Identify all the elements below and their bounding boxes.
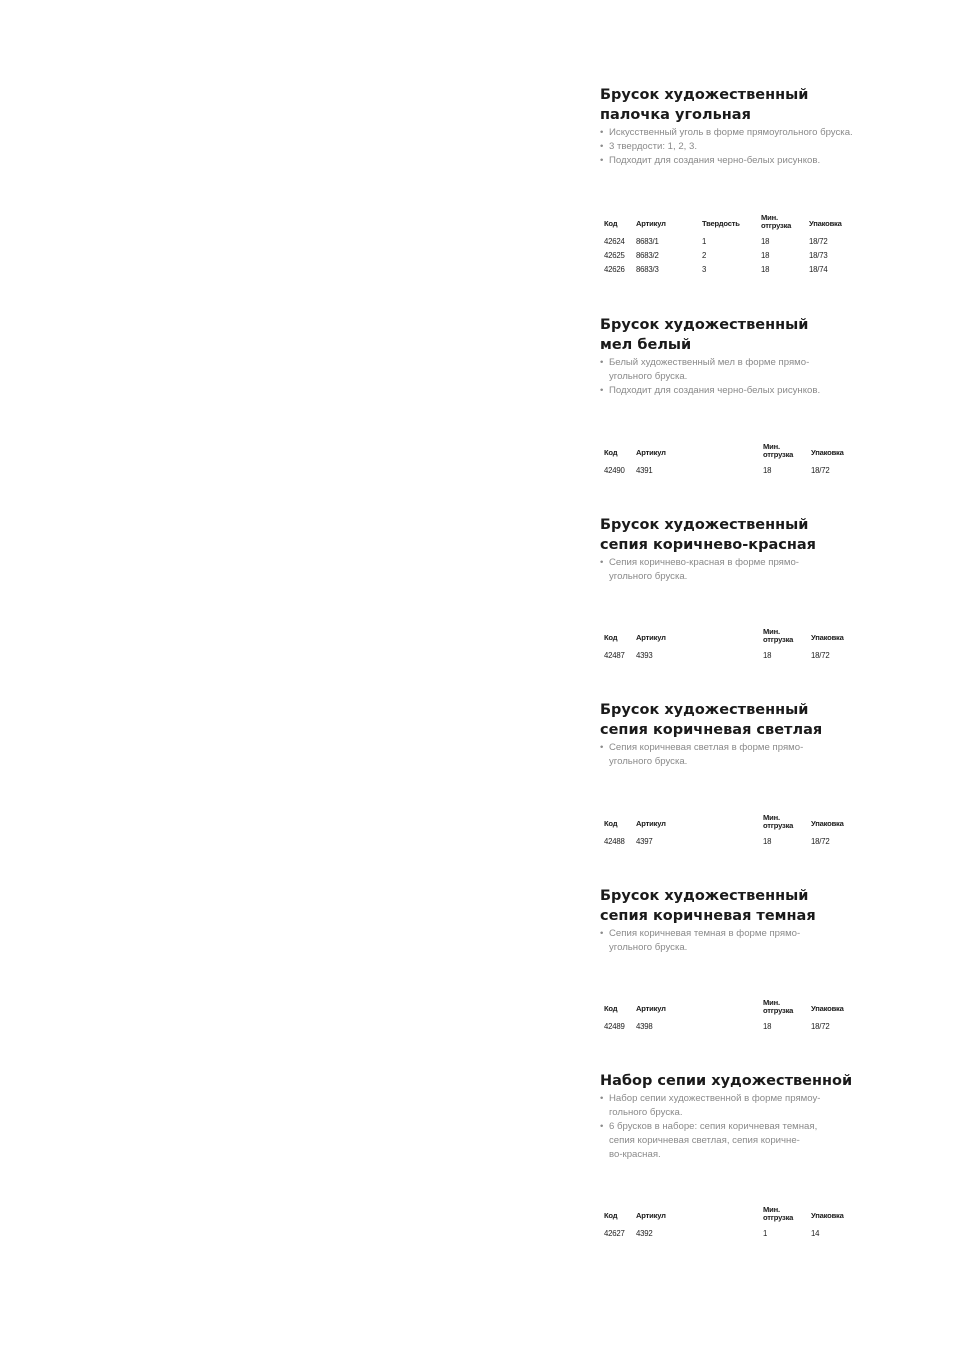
cell-article: 4398: [636, 1022, 653, 1031]
cell-code: 42624: [604, 237, 625, 246]
header-pack: Упаковка: [809, 219, 842, 228]
cell-article: 4393: [636, 651, 653, 660]
header-code: Код: [604, 819, 618, 828]
cell-pack: 18/73: [809, 251, 828, 260]
product-title: Брусок художественный сепия коричневая темная: [600, 888, 816, 924]
header-article: Артикул: [636, 219, 666, 228]
cell-code: 42626: [604, 265, 625, 274]
cell-pack: 18/72: [811, 1022, 830, 1031]
product-title: Брусок художественный мел белый: [600, 317, 809, 353]
product-title: Брусок художественный палочка угольная: [600, 87, 809, 123]
feature-item: • Набор сепии художественной в форме прямоу- гольного бруска.: [600, 1092, 900, 1120]
product-sepia-set: [600, 1071, 900, 1162]
cell-article: 4392: [636, 1229, 653, 1238]
cell-min: 18: [761, 237, 770, 246]
feature-item: • Сепия коричневая светлая в форме прямо- угольного бруска.: [600, 741, 900, 769]
header-min-shipment: Мин. отгрузка: [763, 813, 794, 830]
product-features: [600, 927, 900, 955]
cell-hardness: 2: [702, 251, 707, 260]
header-code: Код: [604, 219, 618, 228]
header-pack: Упаковка: [811, 819, 844, 828]
header-hardness: Твердость: [702, 219, 740, 228]
cell-min: 18: [763, 1022, 772, 1031]
product-features: [600, 356, 900, 398]
feature-item: • 6 брусков в наборе: сепия коричневая темная, сепия коричневая светлая, сепия коричне- во-красная.: [600, 1120, 900, 1162]
cell-code: 42627: [604, 1229, 625, 1238]
cell-hardness: 1: [702, 237, 707, 246]
header-article: Артикул: [636, 633, 666, 642]
feature-item: • Белый художественный мел в форме прямо- угольного бруска.: [600, 356, 900, 384]
product-title: Брусок художественный сепия коричневая светлая: [600, 702, 823, 738]
cell-min: 18: [763, 837, 772, 846]
cell-pack: 18/72: [811, 837, 830, 846]
feature-item: • Подходит для создания черно-белых рисунков.: [600, 154, 900, 168]
feature-item: • Подходит для создания черно-белых рисунков.: [600, 384, 900, 398]
product-title: Набор сепии художественной: [600, 1073, 853, 1089]
cell-hardness: 3: [702, 265, 707, 274]
product-features: [600, 741, 900, 769]
cell-min: 18: [763, 466, 772, 475]
product-features: [600, 126, 900, 168]
cell-code: 42625: [604, 251, 625, 260]
cell-code: 42487: [604, 651, 625, 660]
cell-code: 42488: [604, 837, 625, 846]
cell-article: 4391: [636, 466, 653, 475]
header-article: Артикул: [636, 1211, 666, 1220]
feature-item: • Сепия коричнево-красная в форме прямо- угольного бруска.: [600, 556, 900, 584]
cell-min: 18: [761, 251, 770, 260]
feature-item: • Искусственный уголь в форме прямоугольного бруска.: [600, 126, 900, 140]
cell-article: 8683/2: [636, 251, 659, 260]
cell-pack: 18/72: [811, 466, 830, 475]
header-min-shipment: Мин. отгрузка: [763, 998, 794, 1015]
header-pack: Упаковка: [811, 1211, 844, 1220]
header-min-shipment: Мин. отгрузка: [763, 442, 794, 459]
product-features: [600, 556, 900, 584]
product-sepia-red-brown: [600, 515, 900, 584]
product-sepia-dark-brown: [600, 886, 900, 955]
cell-pack: 18/72: [811, 651, 830, 660]
header-pack: Упаковка: [811, 633, 844, 642]
cell-min: 18: [763, 651, 772, 660]
cell-pack: 18/74: [809, 265, 828, 274]
cell-pack: 18/72: [809, 237, 828, 246]
product-title: Брусок художественный сепия коричнево-красная: [600, 517, 816, 553]
header-code: Код: [604, 1004, 618, 1013]
header-code: Код: [604, 633, 618, 642]
header-article: Артикул: [636, 819, 666, 828]
header-min-shipment: Мин. отгрузка: [763, 1205, 794, 1222]
product-features: [600, 1092, 900, 1162]
product-white-chalk: [600, 315, 900, 398]
header-pack: Упаковка: [811, 448, 844, 457]
header-code: Код: [604, 1211, 618, 1220]
cell-min: 1: [763, 1229, 768, 1238]
cell-article: 4397: [636, 837, 653, 846]
cell-pack: 14: [811, 1229, 820, 1238]
cell-min: 18: [761, 265, 770, 274]
header-min-shipment: Мин. отгрузка: [763, 627, 794, 644]
header-min-shipment: Мин. отгрузка: [761, 213, 792, 230]
header-pack: Упаковка: [811, 1004, 844, 1013]
feature-item: • Сепия коричневая темная в форме прямо- угольного бруска.: [600, 927, 900, 955]
header-article: Артикул: [636, 448, 666, 457]
feature-item: • 3 твердости: 1, 2, 3.: [600, 140, 900, 154]
product-sepia-light-brown: [600, 700, 900, 769]
cell-article: 8683/3: [636, 265, 659, 274]
cell-code: 42489: [604, 1022, 625, 1031]
header-article: Артикул: [636, 1004, 666, 1013]
cell-article: 8683/1: [636, 237, 659, 246]
cell-code: 42490: [604, 466, 625, 475]
header-code: Код: [604, 448, 618, 457]
product-charcoal-stick: [600, 85, 900, 168]
